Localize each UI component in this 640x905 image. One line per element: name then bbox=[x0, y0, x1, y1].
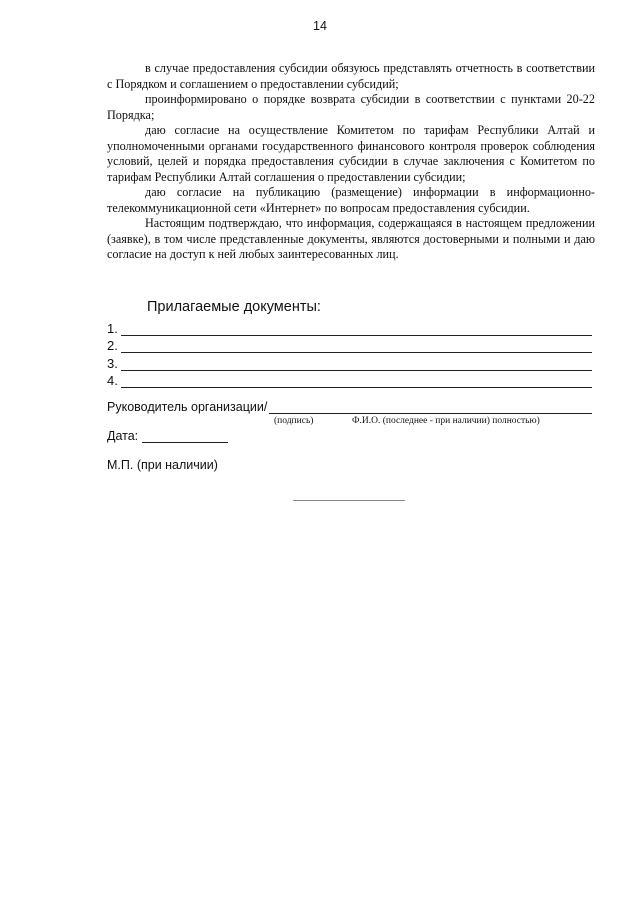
paragraph-reporting: в случае предоставления субсидии обязуюсь представлять отчетность в соответствии с Порядком и соглашением о предоставлении субсидий; bbox=[107, 61, 595, 91]
attachment-blank-line[interactable] bbox=[121, 323, 592, 336]
date-blank-line[interactable] bbox=[142, 430, 228, 443]
attachment-number: 4. bbox=[107, 373, 118, 388]
attachment-number: 2. bbox=[107, 338, 118, 353]
end-divider bbox=[293, 500, 405, 501]
document-body bbox=[107, 61, 595, 263]
attachments-list bbox=[107, 318, 592, 388]
page-number: 14 bbox=[313, 19, 327, 33]
date-block bbox=[107, 429, 228, 443]
attachment-row bbox=[107, 353, 592, 371]
signature-block bbox=[107, 400, 592, 414]
paragraph-confirmation: Настоящим подтверждаю, что информация, содержащаяся в настоящем предложении (заявке), в том числе представленные документы, являются достоверными и полными и даю согласие на доступ к ней любых заинтересованных лиц. bbox=[107, 216, 595, 261]
signature-caption: (подпись) bbox=[274, 416, 314, 426]
signature-label: Руководитель организации/ bbox=[107, 400, 268, 414]
attachment-blank-line[interactable] bbox=[121, 340, 592, 353]
paragraph-refund-info: проинформировано о порядке возврата субсидии в соответствии с пунктами 20-22 Порядка; bbox=[107, 92, 595, 122]
attachment-row bbox=[107, 371, 592, 389]
attachment-number: 3. bbox=[107, 355, 118, 371]
attachment-blank-line[interactable] bbox=[121, 358, 592, 371]
attachment-row bbox=[107, 336, 592, 354]
paragraph-publication-consent: даю согласие на публикацию (размещение) информации в информационно-телекоммуникационной сети «Интернет» по вопросам предоставления субсидии. bbox=[107, 185, 595, 215]
attachment-row bbox=[107, 318, 592, 336]
stamp-label: М.П. (при наличии) bbox=[107, 458, 218, 472]
signature-blank-line[interactable] bbox=[269, 401, 592, 414]
name-caption: Ф.И.О. (последнее - при наличии) полностью) bbox=[352, 416, 540, 426]
paragraph-inspection-consent: даю согласие на осуществление Комитетом по тарифам Республики Алтай и уполномоченными органами государственного финансового контроля проверок соблюдения условий, целей и порядка предоставления субсидии в случае заключения с Комитетом по тарифам Республики Алтай соглашения о предоставлении субсидии; bbox=[107, 123, 595, 184]
attachment-number: 1. bbox=[107, 320, 118, 336]
attachment-blank-line[interactable] bbox=[121, 375, 592, 388]
attachments-heading: Прилагаемые документы: bbox=[147, 299, 321, 315]
date-label: Дата: bbox=[107, 429, 139, 443]
